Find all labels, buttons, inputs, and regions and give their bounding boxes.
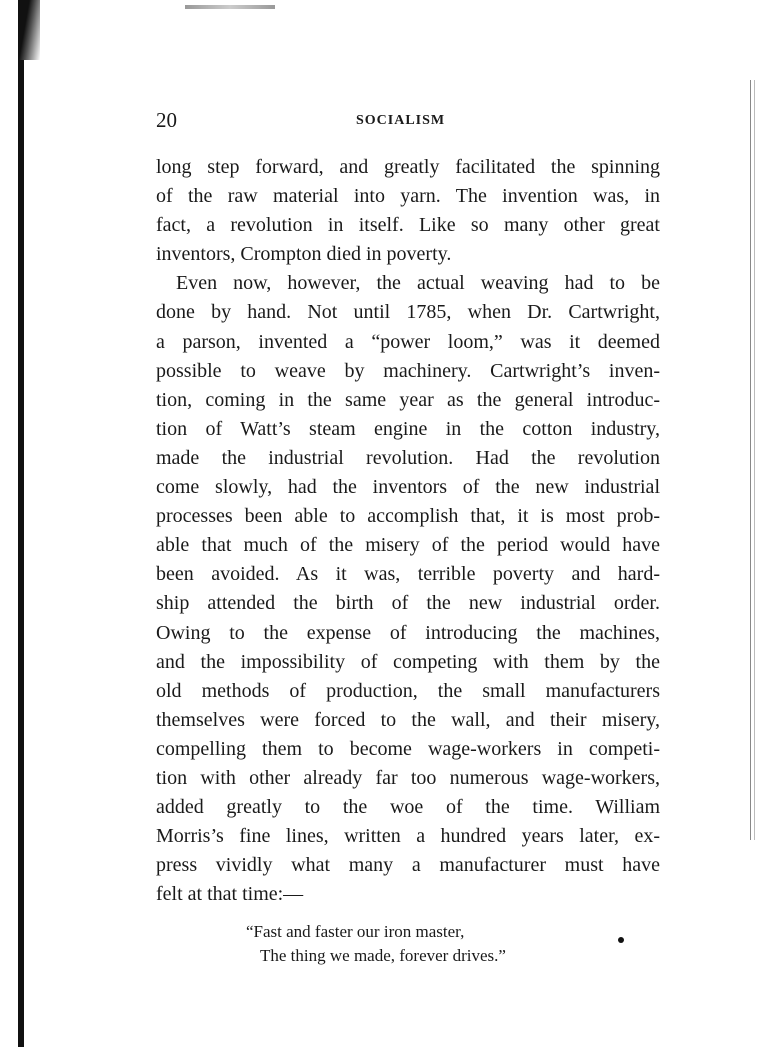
- text-line: Even now, however, the actual weaving had to be: [176, 272, 660, 295]
- text-line: been avoided. As it was, terrible poverty and hard-: [156, 563, 660, 586]
- text-line: inventors, Crompton died in poverty.: [156, 243, 452, 266]
- text-line: of the raw material into yarn. The invention was, in: [156, 185, 660, 208]
- text-line: felt at that time:—: [156, 883, 304, 906]
- text-line: compelling them to become wage-workers in competi-: [156, 737, 660, 760]
- text-line: come slowly, had the inventors of the new industrial: [156, 476, 660, 499]
- text-line: themselves were forced to the wall, and their misery,: [156, 708, 660, 731]
- scan-edge-right: [750, 80, 755, 840]
- text-line: fact, a revolution in itself. Like so many other great: [156, 214, 660, 237]
- page-header: [156, 108, 660, 138]
- body-text: [156, 153, 660, 909]
- quote-line-2: The thing we made, forever drives.”: [260, 946, 506, 965]
- text-line: done by hand. Not until 1785, when Dr. Cartwright,: [156, 301, 660, 324]
- text-line: ship attended the birth of the new industrial order.: [156, 592, 660, 615]
- text-line: added greatly to the woe of the time. William: [156, 796, 660, 819]
- text-line: a parson, invented a “power loom,” was it deemed: [156, 330, 660, 353]
- text-line: press vividly what many a manufacturer must have: [156, 854, 660, 877]
- text-line: tion with other already far too numerous wage-workers,: [156, 766, 660, 789]
- text-line: Owing to the expense of introducing the machines,: [156, 621, 660, 644]
- ink-dot: [618, 937, 624, 943]
- running-head: SOCIALISM: [356, 113, 446, 128]
- text-line: and the impossibility of competing with them by the: [156, 650, 660, 673]
- verse-quote: [246, 920, 506, 968]
- text-line: able that much of the misery of the period would have: [156, 534, 660, 557]
- text-line: old methods of production, the small manufacturers: [156, 679, 660, 702]
- text-line: long step forward, and greatly facilitated the spinning: [156, 156, 660, 178]
- text-line: Morris’s fine lines, written a hundred years later, ex-: [156, 825, 660, 848]
- text-line: tion of Watt’s steam engine in the cotton industry,: [156, 417, 660, 440]
- text-line: tion, coming in the same year as the general introduc-: [156, 388, 660, 411]
- text-line: possible to weave by machinery. Cartwright’s inven-: [156, 359, 660, 382]
- text-line: made the industrial revolution. Had the revolution: [156, 446, 660, 469]
- scan-edge-smudge: [18, 0, 40, 60]
- page-number: 20: [156, 108, 177, 132]
- quote-line-1: “Fast and faster our iron master,: [246, 922, 465, 941]
- text-line: processes been able to accomplish that, it is most prob-: [156, 505, 660, 528]
- scan-edge-left: [18, 0, 24, 1047]
- scan-top-smudge: [185, 5, 275, 9]
